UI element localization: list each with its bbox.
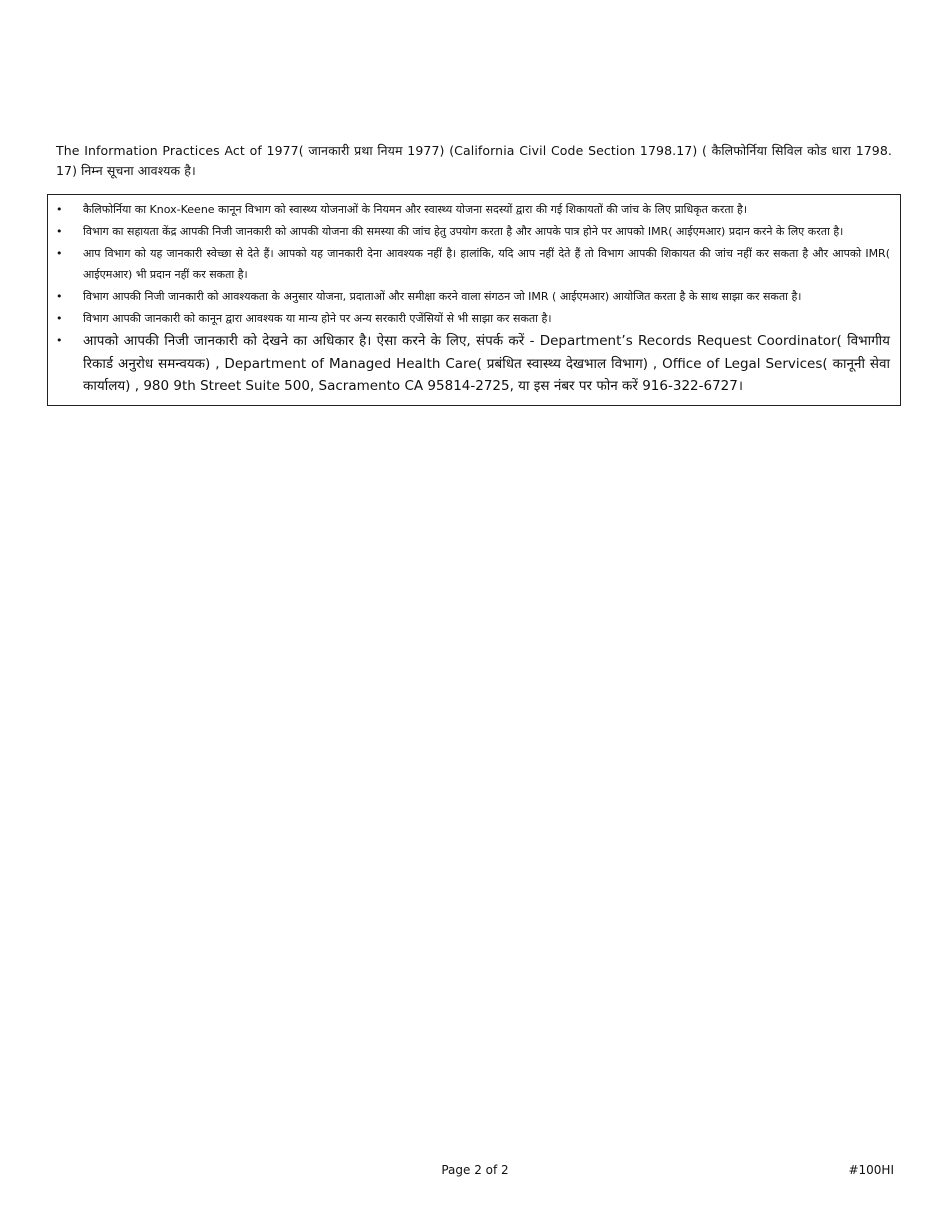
intro-paragraph: The Information Practices Act of 1977( जानकारी प्रथा नियम 1977) (California Civil Code Section 1798.17) ( कैलिफोर्निया सिविल कोड धारा 1798. 17) निम्न सूचना आवश्यक है। xyxy=(56,142,892,178)
list-item-text: विभाग आपकी जानकारी को कानून द्वारा आवश्यक या मान्य होने पर अन्य सरकारी एजेंसियों से भी साझा कर सकता है। xyxy=(83,312,552,325)
list-item xyxy=(48,330,900,398)
list-item xyxy=(48,221,900,242)
bullet-icon: • xyxy=(56,290,63,303)
bullet-icon: • xyxy=(56,247,63,260)
list-item-text: विभाग का सहायता केंद्र आपकी निजी जानकारी को आपकी योजना की समस्या की जांच हेतु उपयोग करता है और आपके पात्र होने पर आपको IMR( आईएमआर) प्रदान करने के लिए करता है। xyxy=(83,225,844,238)
form-number: #100HI xyxy=(848,1163,894,1177)
list-item-text: आपको आपकी निजी जानकारी को देखने का अधिकार है। ऐसा करने के लिए, संपर्क करें - Department’s Records Request Coordinator( विभागीय रिकार्ड अनुरोध समन्वयक) , Department of Managed Health Care( प्रबंधित स्वास्थ्य देखभाल विभाग) , Office of Legal Services( कानूनी सेवा कार्यालय) , 980 9th Street Suite 500, Sacramento CA 95814-2725, या इस नंबर पर फोन करें 916-322-6727। xyxy=(83,333,890,394)
list-item xyxy=(48,308,900,329)
bullet-icon: • xyxy=(56,225,63,238)
list-item xyxy=(48,243,900,285)
bullet-icon: • xyxy=(56,312,63,325)
list-item-text: कैलिफोर्निया का Knox-Keene कानून विभाग को स्वास्थ्य योजनाओं के नियमन और स्वास्थ्य योजना सदस्यों द्वारा की गई शिकायतों की जांच के लिए प्राधिकृत करता है। xyxy=(83,203,747,216)
page-number: Page 2 of 2 xyxy=(441,1163,509,1177)
bullet-icon: • xyxy=(56,334,63,347)
list-item xyxy=(48,286,900,307)
list-item-text: विभाग आपकी निजी जानकारी को आवश्यकता के अनुसार योजना, प्रदाताओं और समीक्षा करने वाला संगठन जो IMR ( आईएमआर) आयोजित करता है के साथ साझा कर सकता है। xyxy=(83,290,802,303)
list-item-text: आप विभाग को यह जानकारी स्वेच्छा से देते हैं। आपको यह जानकारी देना आवश्यक नहीं है। हालांकि, यदि आप नहीं देते हैं तो विभाग आपकी शिकायत की जांच नहीं कर सकता है और आपको IMR( आईएमआर) भी प्रदान नहीं कर सकता है। xyxy=(83,247,890,281)
list-item xyxy=(48,199,900,220)
notice-list xyxy=(48,199,900,398)
privacy-notice-box xyxy=(47,194,901,406)
bullet-icon: • xyxy=(56,203,63,216)
